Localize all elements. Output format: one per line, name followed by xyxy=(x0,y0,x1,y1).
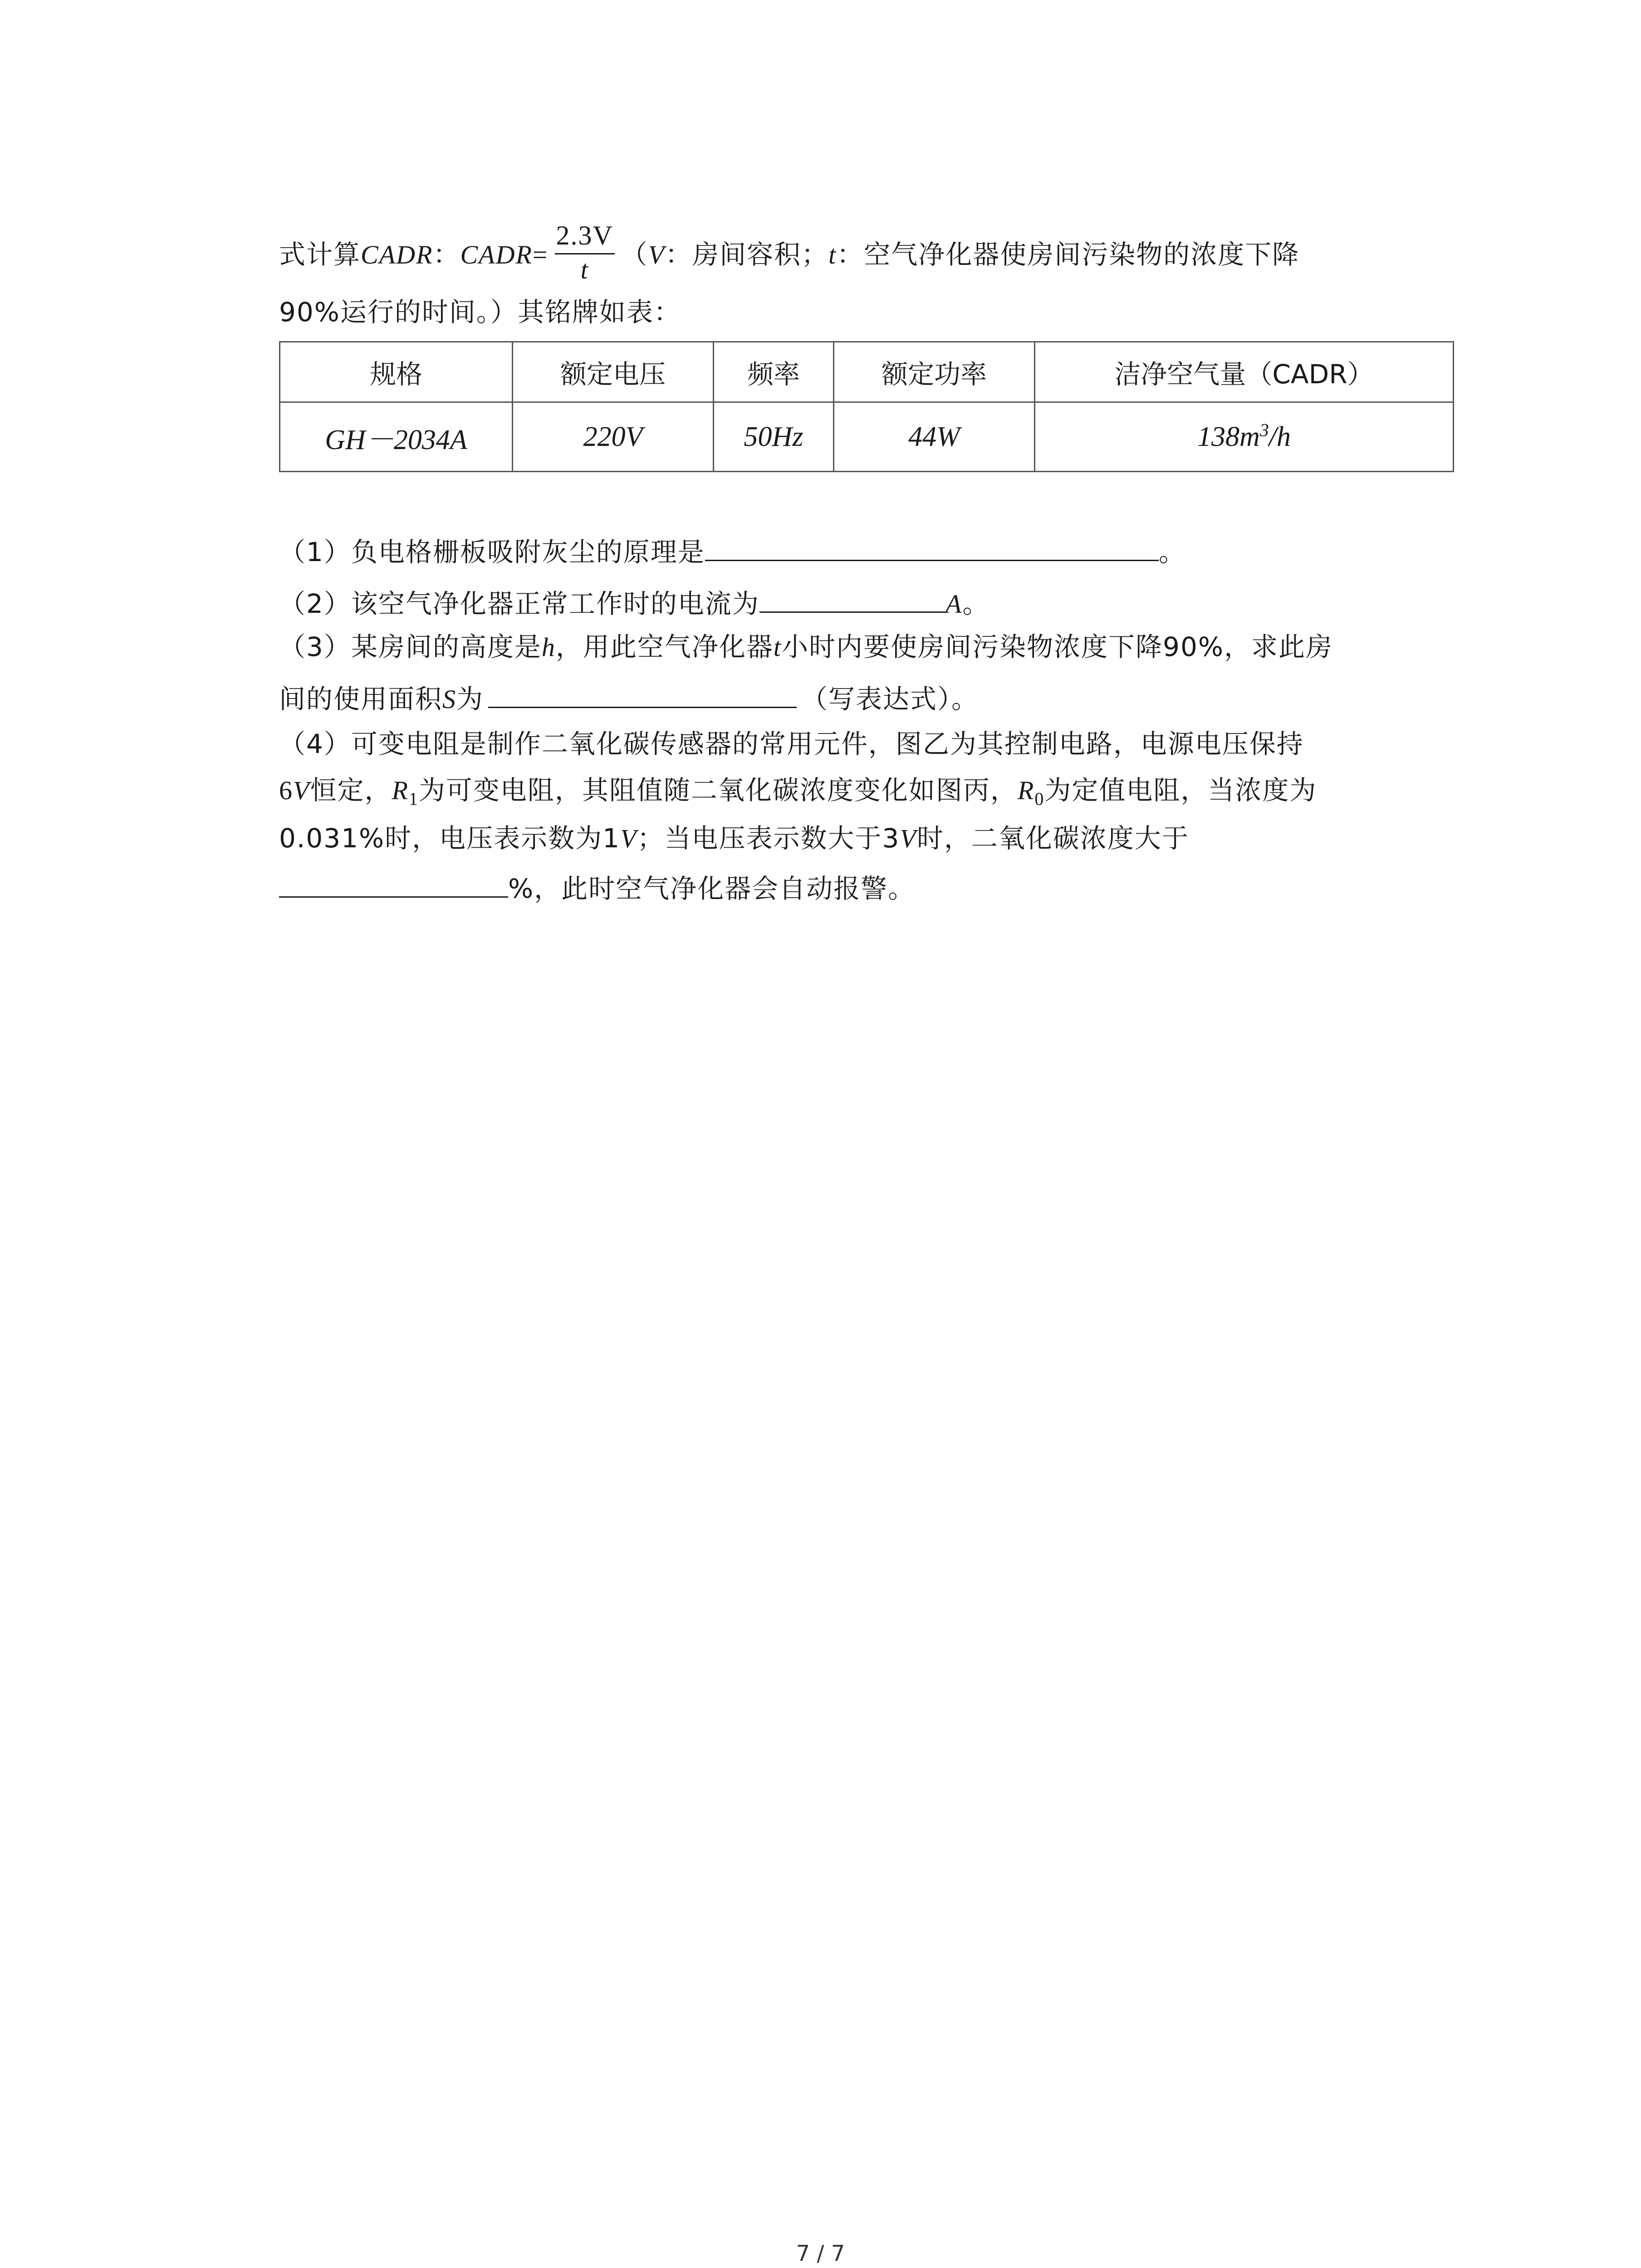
text-segment: （3）某房间的高度是 xyxy=(279,631,542,662)
var-v: V xyxy=(648,240,666,270)
text-segment: 0.031%时，电压表示数为1 xyxy=(279,823,621,854)
question-3-line-2 xyxy=(279,678,979,718)
var-h: h xyxy=(541,632,556,662)
text-segment: ，用此空气净化器 xyxy=(555,631,774,662)
text-segment: 间的使用面积 xyxy=(279,684,443,714)
text-segment: %，此时空气净化器会自动报警。 xyxy=(508,873,916,904)
var-cadr: CADR xyxy=(460,240,533,270)
var-cadr: CADR xyxy=(361,240,433,270)
value-cell: GH－2034A xyxy=(280,402,513,472)
text-segment: 小时内要使房间污染物浓度下降90%，求此房 xyxy=(782,631,1333,662)
subscript: 1 xyxy=(408,788,419,809)
text-segment: 时，二氧化碳浓度大于 xyxy=(916,823,1189,854)
value-cell: 220V xyxy=(513,402,714,472)
unit-v: V xyxy=(620,824,637,853)
text-segment: 为定值电阻，当浓度为 xyxy=(1044,775,1317,806)
text-segment: 为可变电阻，其阻值随二氧化碳浓度变化如图丙， xyxy=(418,775,1018,806)
cadr-fraction xyxy=(553,220,617,284)
text-segment: 恒定， xyxy=(310,775,392,806)
header-cell: 额定功率 xyxy=(834,342,1035,402)
question-4-line-2 xyxy=(279,772,1317,809)
question-4-line-1: （4）可变电阻是制作二氧化碳传感器的常用元件，图乙为其控制电路，电源电压保持 xyxy=(279,728,1304,759)
number: 6 xyxy=(279,776,293,805)
answer-blank-2[interactable] xyxy=(759,582,945,613)
equals-sign: = xyxy=(532,240,549,270)
question-2 xyxy=(279,582,989,622)
table-row xyxy=(280,402,1454,472)
intro-line-1 xyxy=(279,220,1300,286)
text-segment: 。 xyxy=(1158,537,1186,567)
var-t: t xyxy=(773,632,782,662)
text-segment: ： xyxy=(433,239,460,270)
question-1 xyxy=(279,531,1186,570)
header-cell: 洁净空气量（CADR） xyxy=(1035,342,1454,402)
page-number: 7 / 7 xyxy=(796,2241,845,2266)
text-segment: ：房间容积； xyxy=(665,239,829,270)
answer-blank-4[interactable] xyxy=(279,867,508,898)
text-segment: 式计算 xyxy=(279,239,361,270)
unit-v: V xyxy=(293,776,310,805)
question-4-line-3 xyxy=(279,820,1189,857)
text-segment: （1）负电格栅板吸附灰尘的原理是 xyxy=(279,537,705,567)
answer-blank-3[interactable] xyxy=(488,678,797,708)
value-cell: 50Hz xyxy=(714,402,834,472)
var-r0: R xyxy=(1017,776,1035,805)
subscript: 0 xyxy=(1034,788,1045,809)
text-segment: 为 xyxy=(456,684,484,714)
text-segment: 。 xyxy=(962,588,990,619)
fraction-denominator: t xyxy=(580,255,589,284)
value-cell: $138m^3/h$ xyxy=(1035,402,1454,472)
table-header-row xyxy=(280,342,1454,402)
header-cell: 规格 xyxy=(280,342,513,402)
header-cell: 频率 xyxy=(714,342,834,402)
fraction-bar xyxy=(555,253,615,254)
text-segment: （写表达式）。 xyxy=(801,684,979,714)
text-segment: ：空气净化器使房间污染物的浓度下降 xyxy=(837,239,1300,270)
superscript: 3 xyxy=(1259,419,1269,440)
text-segment: ；当电压表示数大于3 xyxy=(637,823,900,854)
header-cell: 额定电压 xyxy=(513,342,714,402)
unit-v: V xyxy=(900,824,917,853)
value-cell: 44W xyxy=(834,402,1035,472)
text-segment: （2）该空气净化器正常工作时的电流为 xyxy=(279,588,759,619)
fraction-numerator: 2.3V xyxy=(556,220,613,250)
answer-blank-1[interactable] xyxy=(705,531,1159,561)
var-t: t xyxy=(828,240,837,270)
intro-line-2: 90%运行的时间。）其铭牌如表： xyxy=(279,297,681,327)
unit-a: A xyxy=(945,589,963,619)
question-4-line-4 xyxy=(279,867,915,907)
var-r1: R xyxy=(392,776,409,805)
var-s: S xyxy=(442,684,457,714)
nameplate-table xyxy=(279,341,1454,472)
text-segment: （ xyxy=(621,239,648,270)
question-3-line-1 xyxy=(279,629,1333,665)
